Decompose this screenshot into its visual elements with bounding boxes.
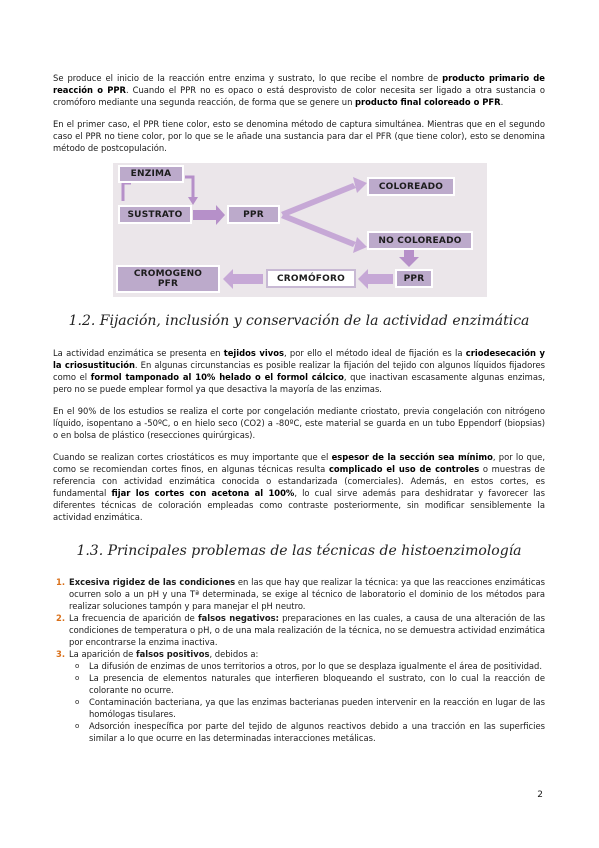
text: La actividad enzimática se presenta en — [53, 348, 224, 358]
box-ppr-2: PPR — [395, 269, 433, 288]
bold-term: Excesiva rigidez de las condiciones — [69, 577, 236, 587]
text: La difusión de enzimas de unos territorios a otros, por lo que se desplaza igualmente el área de positividad. — [89, 661, 543, 671]
bold-term: fijar los cortes con acetona al 100% — [111, 488, 295, 498]
bold-term: falsos negativos: — [197, 613, 279, 623]
text: Cuando se realizan cortes criostáticos es muy importante que el — [53, 452, 332, 462]
ppr-to-no-coloreado-arrow — [281, 213, 356, 247]
section-heading-1-2: 1.2. Fijación, inclusión y conservación de la actividad enzimática — [68, 313, 530, 329]
bold-term: falsos positivos — [135, 649, 210, 659]
list-item — [53, 576, 545, 612]
text: . Cuando el PPR no es opaco o está desprovisto de color necesita ser ligado a otra sustancia o cromóforo mediante una segunda reacción, de forma que se genere un — [53, 85, 545, 107]
cromoforo-to-cromogeno-arrow — [223, 269, 263, 289]
section-heading-1-3: 1.3. Principales problemas de las técnicas de histoenzimología — [76, 543, 522, 559]
sub-list-item — [53, 720, 545, 744]
bold-term: formol tamponado al 10% helado o el formol cálcico — [90, 372, 344, 382]
text: . — [500, 97, 504, 107]
bullet-icon: o — [75, 698, 80, 706]
sub-list-item — [53, 696, 545, 720]
box-cromogeno-pfr — [116, 265, 220, 293]
box-coloreado: COLOREADO — [367, 177, 455, 196]
box-enzima: ENZIMA — [118, 165, 184, 183]
text: . En algunas circunstancias es posible realizar la fijación del tejido con algunos líquidos fijadores como el — [53, 360, 546, 382]
paragraph-congelacion: En el 90% de los estudios se realiza el corte por congelación mediante criostato, previa congelación con nitrógeno líquido, isopentano a -50ºC, o en hielo seco (CO2) a -80ºC, este material se guarda en un tubo Eppendorf (biopsias) o en bolsa de plástico (resecciones quirúrgicas). — [53, 406, 545, 440]
box-sustrato: SUSTRATO — [118, 205, 192, 224]
text: La presencia de elementos naturales que interfieren bloqueando el sustrato, con lo cual la reacción de colorante no ocurre. — [89, 673, 545, 695]
paragraph-ppr — [53, 72, 545, 108]
text: , que inactivan escasamente algunas enzimas, pero no se puede emplear formol ya que desactiva la mayoría de las enzimas. — [53, 372, 545, 394]
bullet-icon: o — [75, 662, 80, 670]
box-ppr: PPR — [227, 205, 280, 224]
bold-term: producto final coloreado o PFR — [355, 97, 501, 107]
text: o muestras de referencia con actividad enzimática conocida o estandarizada (comerciales). Además, en estos cortes, es fundamental — [53, 464, 545, 498]
bold-term: tejidos vivos — [223, 348, 284, 358]
list-number: 2. — [56, 613, 66, 623]
sub-list-item — [53, 672, 545, 696]
box-no-coloreado: NO COLOREADO — [367, 231, 473, 250]
enzima-to-sustrato-arrow — [185, 177, 193, 199]
paragraph-cortes — [53, 451, 545, 523]
text: Contaminación bacteriana, ya que las enzimas bacterianas pueden intervenir en la reacción en lugar de las homólogas tisulares. — [89, 697, 545, 719]
text: Adsorción inespecífica por parte del tejido de algunos reactivos debido a una tracción en las superficies similar a lo que ocurre en las determinadas interacciones metálicas. — [89, 721, 545, 743]
no-coloreado-to-ppr-arrow — [399, 248, 419, 267]
bullet-icon: o — [75, 722, 80, 730]
sustrato-to-ppr-arrow — [193, 205, 225, 225]
cromogeno-label: CROMOGENO — [133, 269, 203, 279]
bullet-icon: o — [75, 674, 80, 682]
text: , por lo que, como se recomiendan cortes finos, en algunas técnicas resulta — [53, 452, 545, 474]
problems-list — [53, 576, 545, 744]
ppr-to-cromoforo-arrow — [358, 269, 393, 289]
paragraph-fijacion — [53, 347, 545, 395]
text: , lo cual sirve además para deshidratar y favorecer las diferentes técnicas de coloración empleadas como contraste posteriormente, sin modificar sensiblemente la actividad enzimática. — [53, 488, 545, 522]
list-number: 3. — [56, 649, 66, 659]
reaction-diagram — [113, 163, 487, 297]
text: La aparición de — [69, 649, 136, 659]
list-item — [53, 648, 545, 660]
bold-term: criodesecación y la criosustitución — [53, 348, 545, 370]
text: , por ello el método ideal de fijación es la — [283, 348, 466, 358]
text: en las que hay que realizar la técnica: ya que las reacciones enzimáticas ocurren solo a un pH y una Tª determinada, se exige al técnico de laboratorio el dominio de los métodos para realizar soluciones tampón y para manejar el pH neutro. — [69, 577, 545, 611]
text: preparaciones en las cuales, a causa de una alteración de las condiciones de temperatura o pH, o de una mala realización de la técnica, no se demuestra actividad enzimática por encontrarse la enzima inactiva. — [69, 613, 546, 647]
enzima-loop-arrow — [123, 183, 131, 201]
box-cromoforo: CROMÓFORO — [266, 269, 356, 288]
bold-term: producto primario de reacción o PPR — [53, 73, 545, 95]
text: Se produce el inicio de la reacción entre enzima y sustrato, lo que recibe el nombre de — [53, 73, 443, 83]
pfr-label: PFR — [157, 279, 179, 289]
text: , debidos a: — [209, 649, 259, 659]
bold-term: complicado el uso de controles — [328, 464, 480, 474]
text: La frecuencia de aparición de — [69, 613, 198, 623]
list-item — [53, 612, 545, 648]
sub-list-item — [53, 660, 545, 672]
ppr-to-coloreado-arrow — [281, 183, 356, 217]
page-number: 2 — [537, 790, 543, 800]
list-number: 1. — [56, 577, 66, 587]
bold-term: espesor de la sección sea mínimo — [331, 452, 493, 462]
paragraph-methods: En el primer caso, el PPR tiene color, esto se denomina método de captura simultánea. Mientras que en el segundo caso el PPR no tiene color, por lo que se le añade una sustancia para dar el PFR (que tiene color), esto se denomina método de postcopulación. — [53, 119, 545, 153]
